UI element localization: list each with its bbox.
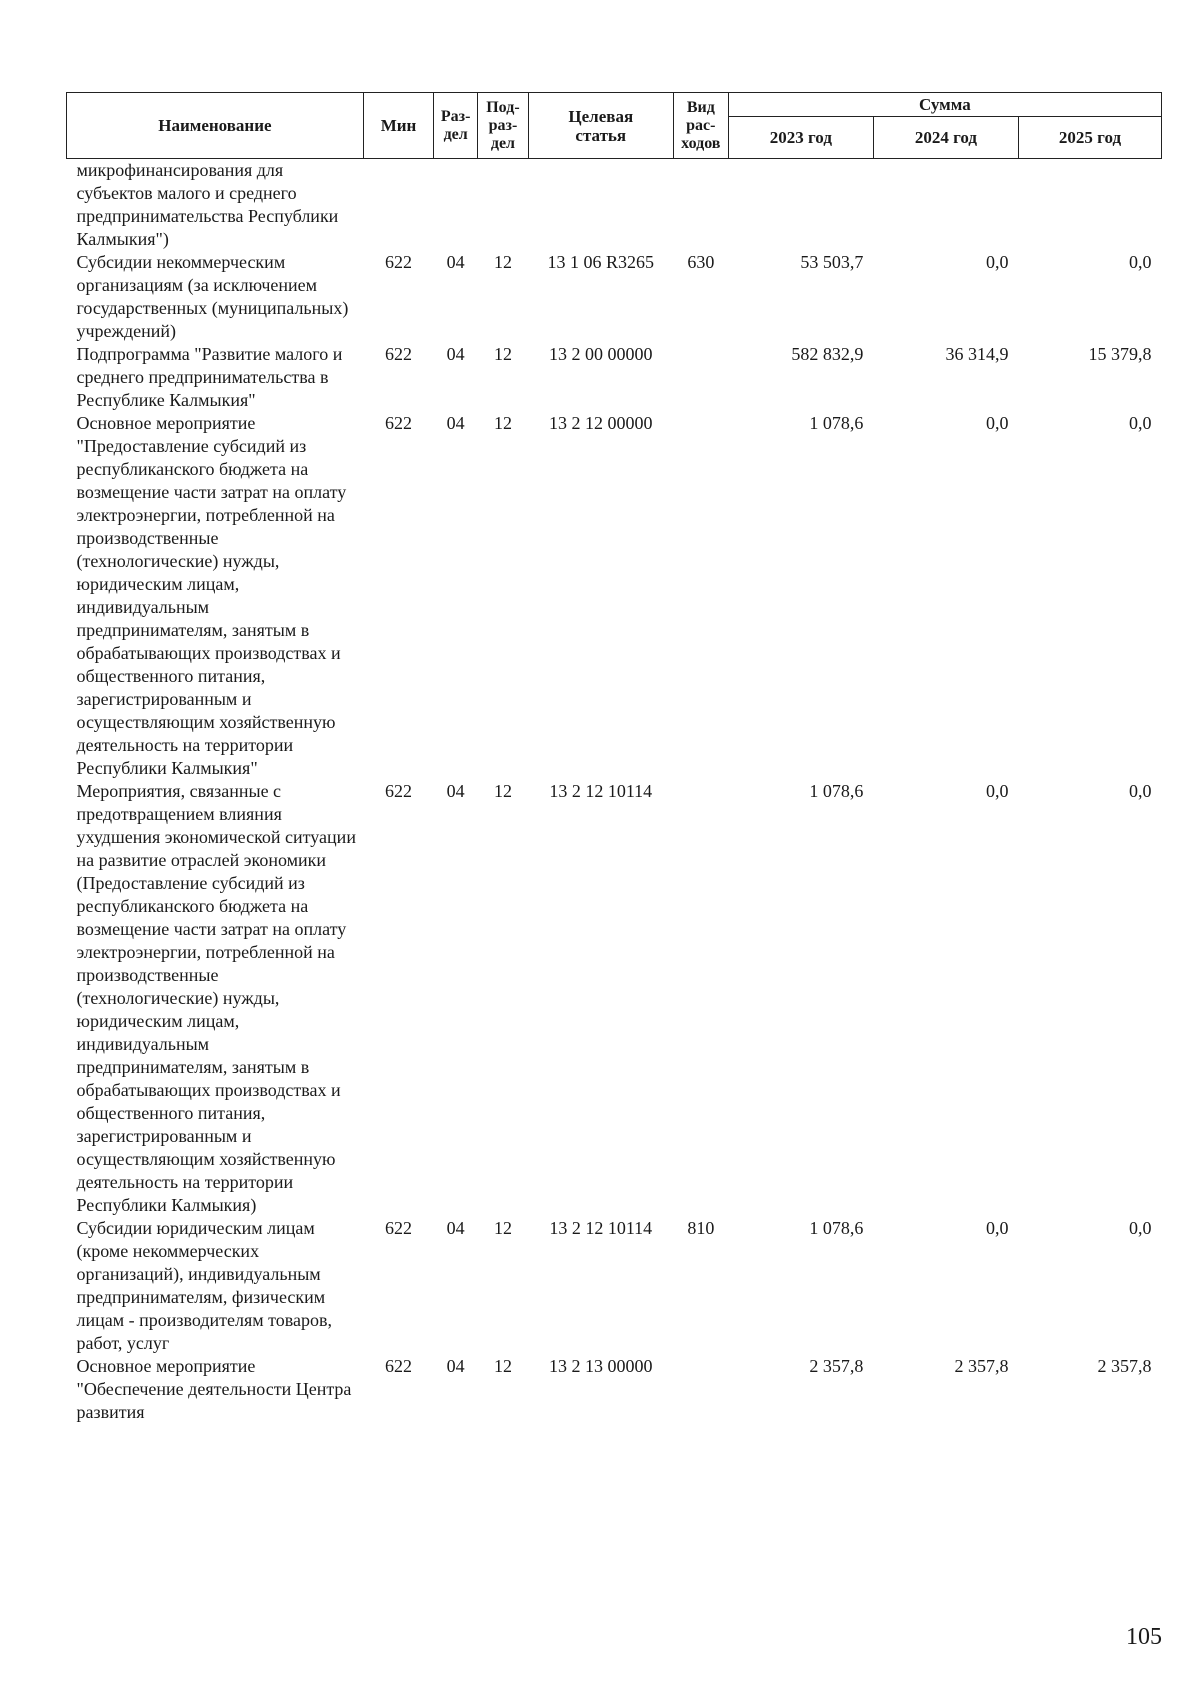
row-min: 622	[385, 781, 412, 801]
header-min: Мин	[363, 93, 433, 159]
header-podrazdel: Под- раз- дел	[478, 93, 529, 159]
header-sum: Сумма	[728, 93, 1161, 117]
row-type	[673, 343, 728, 412]
row-razdel: 04	[446, 1218, 465, 1238]
header-year-2023: 2023 год	[728, 117, 873, 159]
row-min: 622	[385, 344, 412, 364]
row-name: Мероприятия, связанные с предотвращением влияния ухудшения экономической ситуации на развитие отраслей экономики (Предоставление субсидий из республиканского бюджета на возмещение части затрат на оплату электроэнергии, потребленной на производственные (технологические) нужды, юридическим лицам, индивидуальным предпринимателям, занятым в обрабатывающих производствах и общественного питания, зарегистрированным и осуществляющим хозяйственную деятельность на территории Республики Калмыкия)	[76, 781, 356, 1215]
row-podrazdel: 12	[493, 1218, 512, 1238]
table-row	[67, 343, 1162, 412]
row-article: 13 2 13 00000	[549, 1356, 653, 1376]
row-podrazdel: 12	[493, 1356, 512, 1376]
table-row	[67, 1355, 1162, 1424]
row-type	[673, 1355, 728, 1424]
row-podrazdel: 12	[493, 344, 512, 364]
row-2023: 582 832,9	[791, 344, 864, 364]
row-2025	[1019, 159, 1162, 252]
row-name: Субсидии юридическим лицам (кроме некоммерческих организаций), индивидуальным предпринимателям, физическим лицам - производителям товаров, работ, услуг	[76, 1218, 333, 1353]
row-min: 622	[385, 413, 412, 433]
row-article	[528, 159, 673, 252]
row-min	[363, 159, 433, 252]
table-row	[67, 412, 1162, 780]
header-year-2025: 2025 год	[1019, 117, 1162, 159]
row-2024: 0,0	[986, 413, 1009, 433]
table-row	[67, 1217, 1162, 1355]
page-number: 105	[1126, 1624, 1162, 1650]
row-min: 622	[385, 252, 412, 272]
row-article: 13 2 12 10114	[549, 781, 653, 801]
table-row	[67, 159, 1162, 252]
row-article: 13 2 12 00000	[549, 413, 653, 433]
row-2024: 0,0	[986, 781, 1009, 801]
row-2025: 0,0	[1129, 1218, 1152, 1238]
row-razdel: 04	[446, 781, 465, 801]
row-podrazdel	[478, 159, 529, 252]
row-type	[673, 412, 728, 780]
row-razdel	[434, 159, 478, 252]
row-name: Основное мероприятие "Предоставление субсидий из республиканского бюджета на возмещение части затрат на оплату электроэнергии, потребленной на производственные (технологические) нужды, юридическим лицам, индивидуальным предпринимателям, занятым в обрабатывающих производствах и общественного питания, зарегистрированным и осуществляющим хозяйственную деятельность на территории Республики Калмыкия"	[76, 413, 347, 778]
table-row	[67, 780, 1162, 1217]
row-2025: 0,0	[1129, 252, 1152, 272]
row-2024: 0,0	[986, 252, 1009, 272]
row-razdel: 04	[446, 252, 465, 272]
row-2023: 53 503,7	[800, 252, 864, 272]
row-2024: 0,0	[986, 1218, 1009, 1238]
row-2024	[873, 159, 1018, 252]
row-2025: 15 379,8	[1088, 344, 1152, 364]
row-name: Субсидии некоммерческим организациям (за исключением государственных (муниципальных) учреждений)	[76, 252, 349, 341]
budget-table	[66, 92, 1162, 1424]
row-razdel: 04	[446, 413, 465, 433]
row-razdel: 04	[446, 1356, 465, 1376]
row-2023: 1 078,6	[809, 413, 864, 433]
row-name: Основное мероприятие "Обеспечение деятельности Центра развития	[76, 1356, 352, 1422]
header-expense-type: Вид рас- ходов	[673, 93, 728, 159]
row-2025: 0,0	[1129, 413, 1152, 433]
row-type	[673, 780, 728, 1217]
row-article: 13 2 12 10114	[549, 1218, 653, 1238]
header-razdel: Раз- дел	[434, 93, 478, 159]
row-2023	[728, 159, 873, 252]
row-podrazdel: 12	[493, 413, 512, 433]
header-target-article: Целевая статья	[528, 93, 673, 159]
header-name: Наименование	[67, 93, 364, 159]
row-2023: 1 078,6	[809, 1218, 864, 1238]
row-2023: 1 078,6	[809, 781, 864, 801]
row-razdel: 04	[446, 344, 465, 364]
row-article: 13 2 00 00000	[549, 344, 653, 364]
header-year-2024: 2024 год	[873, 117, 1018, 159]
row-article: 13 1 06 R3265	[547, 252, 655, 272]
row-type	[673, 159, 728, 252]
row-type: 810	[687, 1218, 715, 1238]
row-2025: 0,0	[1129, 781, 1152, 801]
row-2025: 2 357,8	[1097, 1356, 1152, 1376]
table-header	[67, 93, 1162, 159]
row-2024: 36 314,9	[945, 344, 1009, 364]
row-min: 622	[385, 1356, 412, 1376]
row-podrazdel: 12	[493, 252, 512, 272]
row-name: Подпрограмма "Развитие малого и среднего предпринимательства в Республике Калмыкия"	[76, 344, 343, 410]
row-name: микрофинансирования для субъектов малого и среднего предпринимательства Республики Калмыкия")	[76, 160, 339, 249]
row-podrazdel: 12	[493, 781, 512, 801]
row-type: 630	[687, 252, 715, 272]
row-2023: 2 357,8	[809, 1356, 864, 1376]
row-min: 622	[385, 1218, 412, 1238]
row-2024: 2 357,8	[954, 1356, 1009, 1376]
table-row	[67, 251, 1162, 343]
